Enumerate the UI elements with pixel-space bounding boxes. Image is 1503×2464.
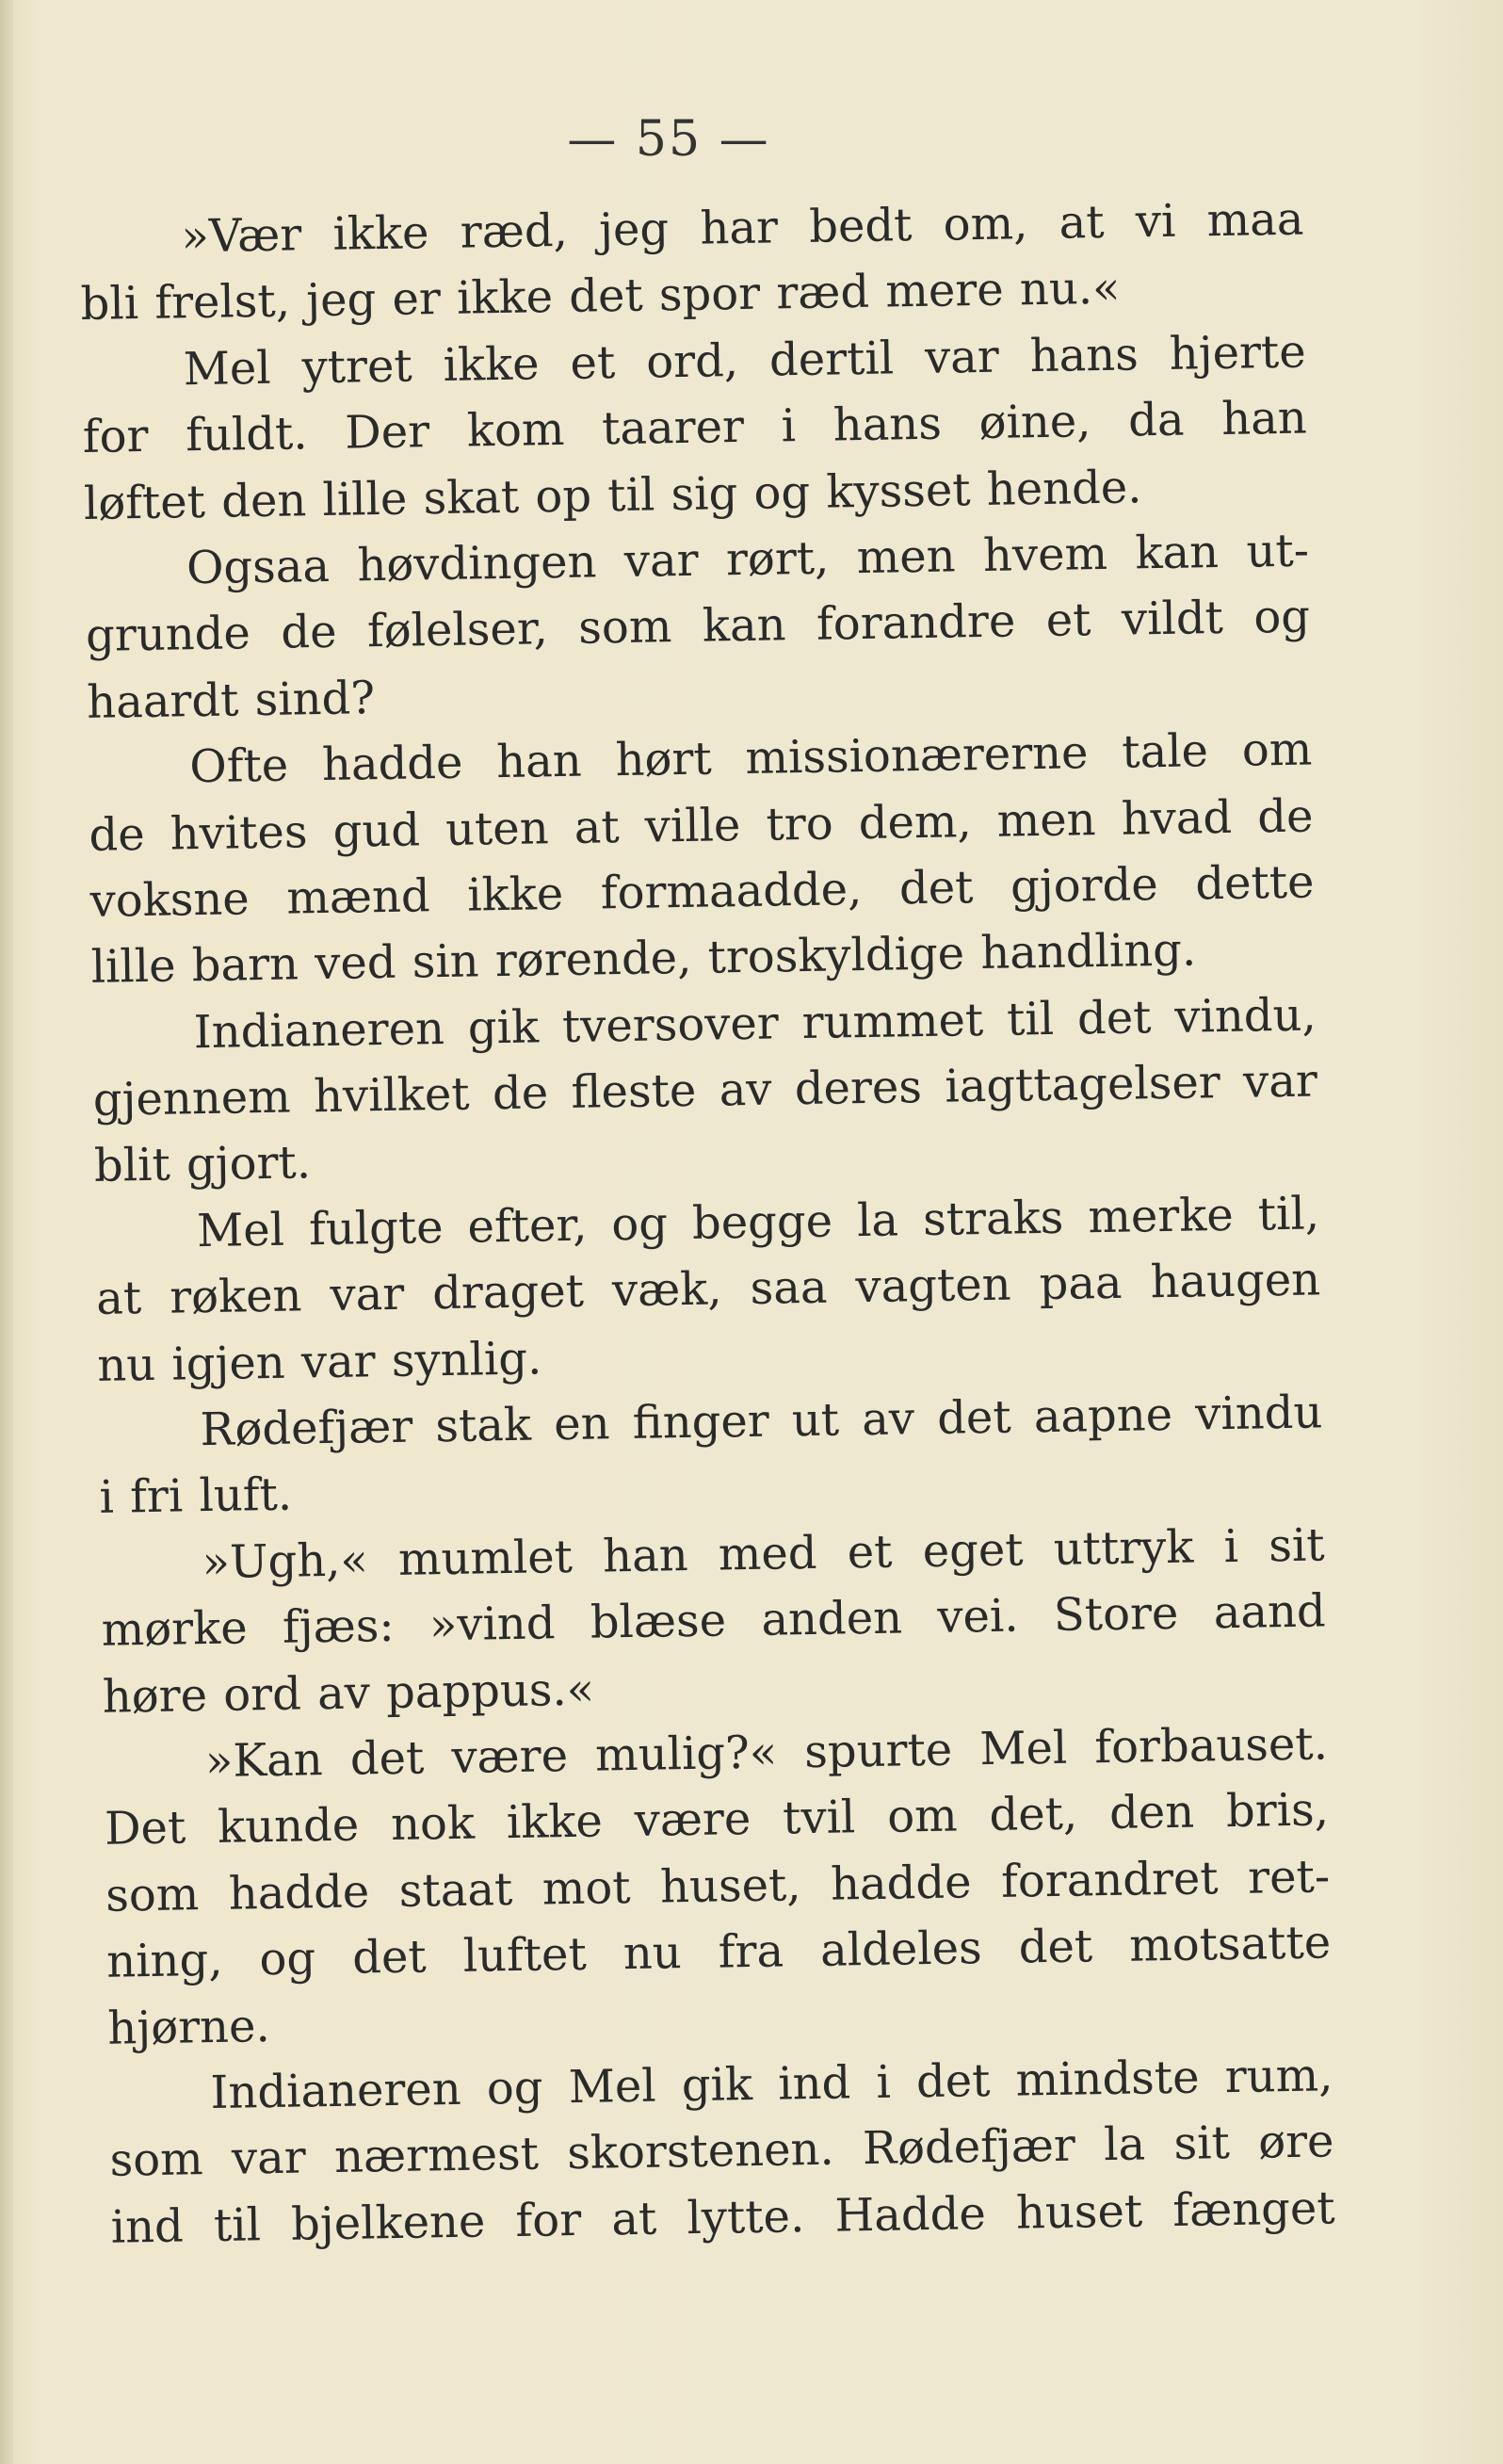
text-line: Mel ytret ikke et ord, dertil var hans hjerte <box>183 325 1307 397</box>
text-line: som var nærmest skorstenen. Rødefjær la sit øre <box>109 2115 1334 2188</box>
text-line: nu igjen var synlig. <box>96 1332 542 1392</box>
body-text <box>79 186 1335 2261</box>
text-line: blit gjort. <box>93 1136 312 1193</box>
text-line: Indianeren og Mel gik ind i det mindste rum, <box>210 2049 1333 2119</box>
text-line: haardt sind? <box>86 671 376 729</box>
text-line: grunde de følelser, som kan forandre et vildt og <box>85 590 1311 663</box>
text-line: høre ord av pappus.« <box>102 1662 595 1724</box>
text-line: for fuldt. Der kom taarer i hans øine, da han <box>82 391 1308 464</box>
text-line: ind til bjelkene for at lytte. Hadde huset fænget <box>110 2181 1335 2254</box>
text-line: Ofte hadde han hørt missionærerne tale om <box>188 722 1313 794</box>
text-line: Ogsaa høvdingen var rørt, men hvem kan ut- <box>186 524 1310 595</box>
page-number: — 55 — <box>567 111 770 168</box>
text-line: løftet den lille skat op til sig og kysset hende. <box>83 460 1142 530</box>
text-line: hjørne. <box>106 1999 271 2055</box>
text-line: ning, og det luftet nu fra aldeles det motsatte <box>105 1916 1332 1988</box>
text-line: Mel fulgte efter, og begge la straks merke til, <box>196 1187 1320 1258</box>
text-line: i fri luft. <box>99 1468 293 1525</box>
text-line: at røken var draget væk, saa vagten paa haugen <box>95 1253 1321 1326</box>
text-line: som hadde staat mot huset, hadde forandret ret- <box>105 1850 1331 1922</box>
text-line: »Vær ikke ræd, jeg har bedt om, at vi maa <box>181 192 1304 264</box>
text-line: lille barn ved sin rørende, troskyldige handling. <box>90 923 1197 995</box>
text-line: de hvites gud uten at ville tro dem, men hvad de <box>89 789 1314 862</box>
text-line: voksne mænd ikke formaadde, det gjorde dette <box>89 855 1315 928</box>
text-line: gjennem hvilket de fleste av deres iagttagelser var <box>92 1054 1318 1127</box>
text-line: mørke fjæs: »vind blæse anden vei. Store aand <box>101 1584 1327 1658</box>
page-binding-edge <box>0 0 13 2464</box>
text-line: Rødefjær stak en finger ut av det aapne vindu <box>199 1386 1323 1457</box>
text-line: Det kunde nok ikke være tvil om det, den bris, <box>104 1783 1330 1856</box>
text-line: bli frelst, jeg er ikke det spor ræd mere nu.« <box>80 262 1121 332</box>
text-line: »Ugh,« mumlet han med et eget uttryk i sit <box>202 1518 1325 1589</box>
text-line: »Kan det være mulig?« spurte Mel forbauset. <box>204 1717 1329 1789</box>
text-line: Indianeren gik tversover rummet til det vindu, <box>193 988 1317 1059</box>
